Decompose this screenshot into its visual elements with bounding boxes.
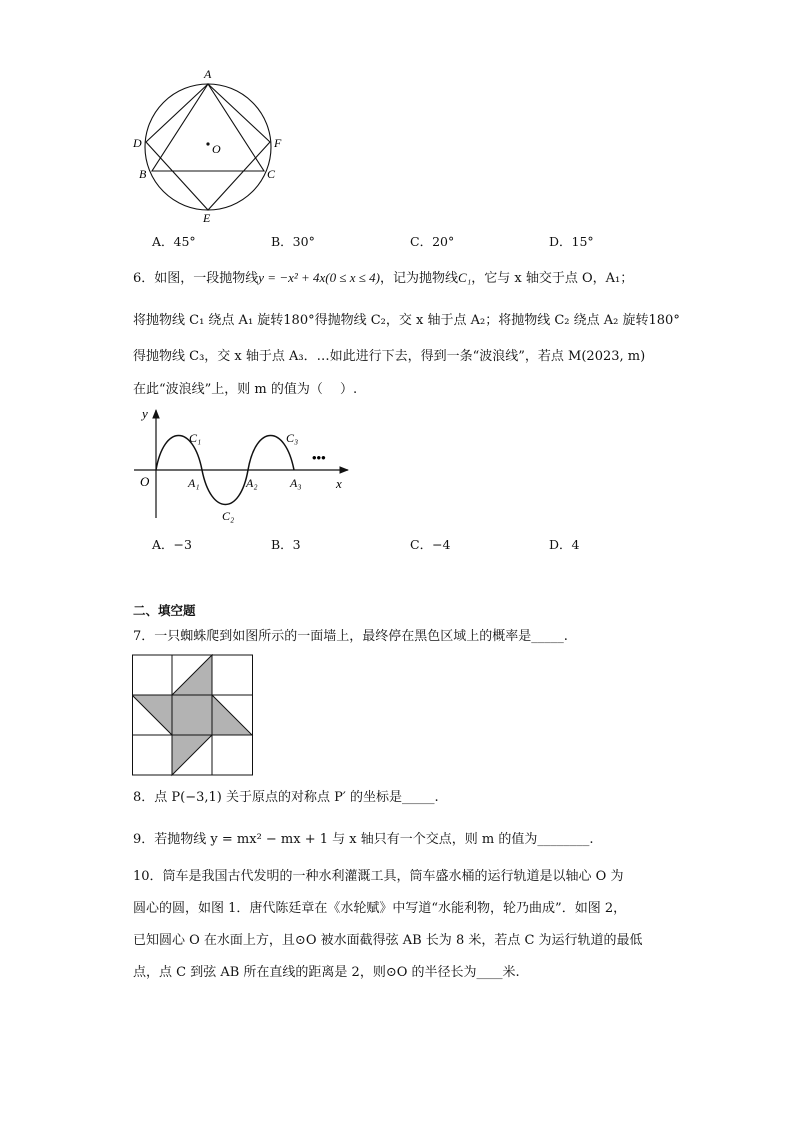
axis-label-x: x	[336, 476, 342, 491]
q6-option-d: D．4	[549, 537, 580, 552]
shaded-region	[132, 655, 252, 775]
label-D: D	[133, 136, 142, 150]
label-C2: C₂	[222, 509, 235, 523]
square-adef	[146, 84, 270, 210]
q10-line-3: 已知圆心 O 在水面上方，且⊙O 被水面截得弦 AB 长为 8 米，若点 C 为运行轨道的最低	[133, 933, 643, 948]
q10-line-1: 10．筒车是我国古代发明的一种水利灌溉工具，筒车盛水桶的运行轨道是以轴心 O 为	[133, 869, 624, 884]
center-dot	[206, 142, 209, 145]
q9-text: 9．若抛物线 y = mx² − mx + 1 与 x 轴只有一个交点，则 m 的值为________.	[133, 832, 594, 847]
q6-wave-graph	[130, 404, 360, 528]
q5-figure	[128, 62, 298, 224]
q6-option-a: A．−3	[152, 537, 192, 552]
label-F: F	[274, 136, 282, 150]
label-E: E	[203, 211, 211, 224]
q7-grid-figure	[132, 654, 254, 778]
q6-line-1	[133, 270, 633, 287]
q6-line1-mid: ，记为抛物线	[380, 271, 459, 286]
q6-line-2: 将抛物线 C₁ 绕点 A₁ 旋转180°得抛物线 C₂，交 x 轴于点 A₂；将抛物线 C₂ 绕点 A₂ 旋转180°	[133, 313, 680, 328]
q8-text: 8．点 P(−3,1) 关于原点的对称点 P′ 的坐标是_____.	[133, 790, 439, 805]
circle-o	[145, 84, 271, 210]
q10-line-4: 点，点 C 到弦 AB 所在直线的距离是 2，则⊙O 的半径长为____米.	[133, 965, 520, 980]
q6-line-4: 在此“波浪线”上，则 m 的值为（ ）.	[133, 382, 358, 397]
label-C: C	[267, 167, 276, 181]
label-A3: A₃	[290, 476, 302, 490]
q6-line-3: 得抛物线 C₃，交 x 轴于点 A₃．…如此进行下去，得到一条“波浪线”，若点 M(2023, m)	[133, 349, 646, 364]
continuation-dots: •••	[312, 450, 326, 465]
label-A2: A₂	[246, 476, 258, 490]
label-A1: A₁	[188, 476, 200, 490]
origin-label: O	[140, 474, 150, 489]
label-B: B	[139, 167, 147, 181]
q7-text: 7．一只蜘蛛爬到如图所示的一面墙上，最终停在黑色区域上的概率是_____.	[133, 629, 568, 644]
q5-option-b: B．30°	[271, 234, 315, 249]
q6-line1-post: ，它与 x 轴交于点 O，A₁；	[471, 271, 634, 286]
q6-option-c: C．−4	[410, 537, 451, 552]
q6-formula: y = −x² + 4x(0 ≤ x ≤ 4)	[258, 270, 381, 285]
q6-c1: C₁	[458, 270, 472, 285]
q5-option-a: A．45°	[152, 234, 196, 249]
q5-option-c: C．20°	[410, 234, 455, 249]
label-C3: C₃	[286, 431, 299, 445]
q5-option-d: D．15°	[549, 234, 594, 249]
q6-line1-pre: 6．如图，一段抛物线	[133, 271, 259, 286]
section-title: 二、填空题	[133, 603, 196, 618]
label-A: A	[204, 67, 212, 81]
q6-option-b: B．3	[271, 537, 301, 552]
q10-line-2: 圆心的圆，如图 1．唐代陈廷章在《水轮赋》中写道“水能利物，轮乃曲成”．如图 2，	[133, 901, 627, 916]
axis-label-y: y	[142, 406, 148, 421]
label-C1: C₁	[189, 431, 202, 445]
label-O: O	[212, 142, 221, 156]
